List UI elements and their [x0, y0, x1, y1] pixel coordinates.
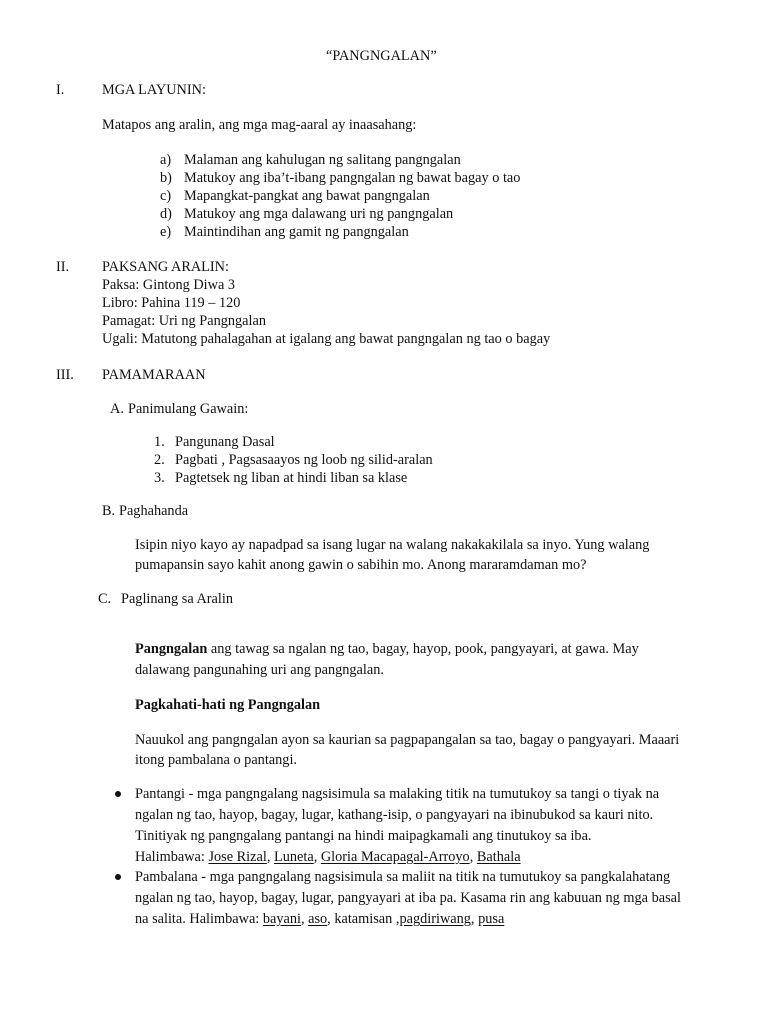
- objective-marker: b): [160, 170, 172, 186]
- pantangi-examples-line: Halimbawa: Jose Rizal, Luneta, Gloria Macapagal-Arroyo, Bathala: [135, 849, 521, 865]
- objective-text: Malaman ang kahulugan ng salitang pangngalan: [184, 152, 461, 168]
- objective-marker: a): [160, 152, 172, 168]
- pantangi-definition-line: Pantangi - mga pangngalang nagsisimula sa malaking titik na tumutukoy sa tangi o tiyak na: [135, 786, 660, 802]
- example-label: na salita. Halimbawa:: [135, 911, 263, 927]
- pambalana-definition-line: Pambalana - mga pangngalang nagsisimula sa maliit na titik na tumutukoy sa pangkalahatang: [135, 869, 671, 885]
- example-word: Luneta: [273, 849, 314, 865]
- pambalana-definition-line: ngalan ng tao, hayop, bagay, lugar, pangyayari at iba pa. Kasama rin ang kabuuan ng mga basal: [135, 890, 681, 906]
- pantangi-definition-line: Tinitiyak ng pangngalang pantangi na hindi maipagkamali ang tinutukoy sa iba.: [135, 828, 592, 844]
- activity-text: Pangunang Dasal: [175, 434, 275, 450]
- part-a-heading: Panimulang Gawain:: [128, 401, 249, 417]
- lesson-title-line: Pamagat: Uri ng Pangngalan: [102, 313, 266, 329]
- bullet-icon: [115, 791, 121, 797]
- values-line: Ugali: Matutong pahalagahan at igalang ang bawat pangngalan ng tao o bagay: [102, 331, 551, 347]
- objective-text: Matukoy ang mga dalawang uri ng pangngalan: [184, 206, 454, 222]
- activity-marker: 1.: [154, 434, 165, 450]
- objective-text: Matukoy ang iba’t-ibang pangngalan ng bawat bagay o tao: [184, 170, 521, 186]
- objective-text: Maintindihan ang gamit ng pangngalan: [184, 224, 409, 240]
- example-word: bayani: [262, 911, 301, 927]
- example-word: Jose Rizal: [208, 849, 267, 865]
- example-word: pagdiriwang: [399, 911, 471, 927]
- example-word: katamisan: [334, 911, 393, 927]
- definition-text: ang tawag sa ngalan ng tao, bagay, hayop, pook, pangyayari, at gawa. May: [207, 641, 639, 657]
- section-2-numeral: II.: [56, 259, 70, 275]
- example-label: Halimbawa:: [135, 849, 209, 865]
- pantangi-definition-line: ngalan ng tao, hayop, bagay, lugar, kathang-isip, o pangyayari na ibinubukod sa kauri nito.: [135, 807, 654, 823]
- document-title: “PANGNGALAN”: [326, 48, 437, 64]
- objective-text: Mapangkat-pangkat ang bawat pangngalan: [184, 188, 430, 204]
- motivation-paragraph-line: Isipin niyo kayo ay napadpad sa isang lugar na walang nakakakilala sa inyo. Yung walang: [135, 537, 650, 553]
- section-3-numeral: III.: [56, 367, 74, 383]
- section-1-numeral: I.: [56, 82, 65, 98]
- part-b-marker: B.: [102, 503, 116, 519]
- pambalana-examples-line: na salita. Halimbawa: bayani, aso, katamisan ,pagdiriwang, pusa: [135, 911, 505, 927]
- motivation-paragraph-line: pumapansin sayo kahit anong gawin o sabihin mo. Anong mararamdaman mo?: [135, 557, 587, 573]
- part-c-marker: C.: [98, 591, 112, 607]
- objective-marker: d): [160, 206, 172, 222]
- definition-term: Pangngalan: [135, 641, 208, 657]
- activity-text: Pagtetsek ng liban at hindi liban sa klase: [175, 470, 408, 486]
- definition-line: [135, 640, 639, 658]
- example-word: aso: [308, 911, 328, 927]
- classification-paragraph-line: itong pambalana o pantangi.: [135, 752, 297, 768]
- part-a-marker: A.: [110, 401, 124, 417]
- definition-line: dalawang pangunahing uri ang pangngalan.: [135, 662, 384, 678]
- part-b-heading: Paghahanda: [119, 503, 189, 519]
- part-c-heading: Paglinang sa Aralin: [121, 591, 233, 607]
- section-2-heading: PAKSANG ARALIN:: [102, 259, 229, 275]
- activity-text: Pagbati , Pagsasaayos ng loob ng silid-aralan: [175, 452, 433, 468]
- example-word: pusa: [478, 911, 505, 927]
- example-word: Bathala: [476, 849, 521, 865]
- activity-marker: 3.: [154, 470, 165, 486]
- objective-marker: e): [160, 224, 172, 240]
- example-word: Gloria Macapagal-Arroyo: [320, 849, 470, 865]
- bullet-icon: [115, 874, 121, 880]
- section-3-heading: PAMAMARAAN: [102, 367, 206, 383]
- classification-heading: Pagkahati-hati ng Pangngalan: [135, 697, 321, 713]
- book-line: Libro: Pahina 119 – 120: [102, 295, 241, 311]
- objectives-intro: Matapos ang aralin, ang mga mag-aaral ay inaasahang:: [102, 117, 417, 133]
- objective-marker: c): [160, 188, 172, 204]
- subject-line: Paksa: Gintong Diwa 3: [102, 277, 236, 293]
- section-1-heading: MGA LAYUNIN:: [102, 82, 206, 98]
- activity-marker: 2.: [154, 452, 165, 468]
- classification-paragraph-line: Nauukol ang pangngalan ayon sa kaurian sa pagpapangalan sa tao, bagay o pangyayari. Maaari: [135, 732, 680, 748]
